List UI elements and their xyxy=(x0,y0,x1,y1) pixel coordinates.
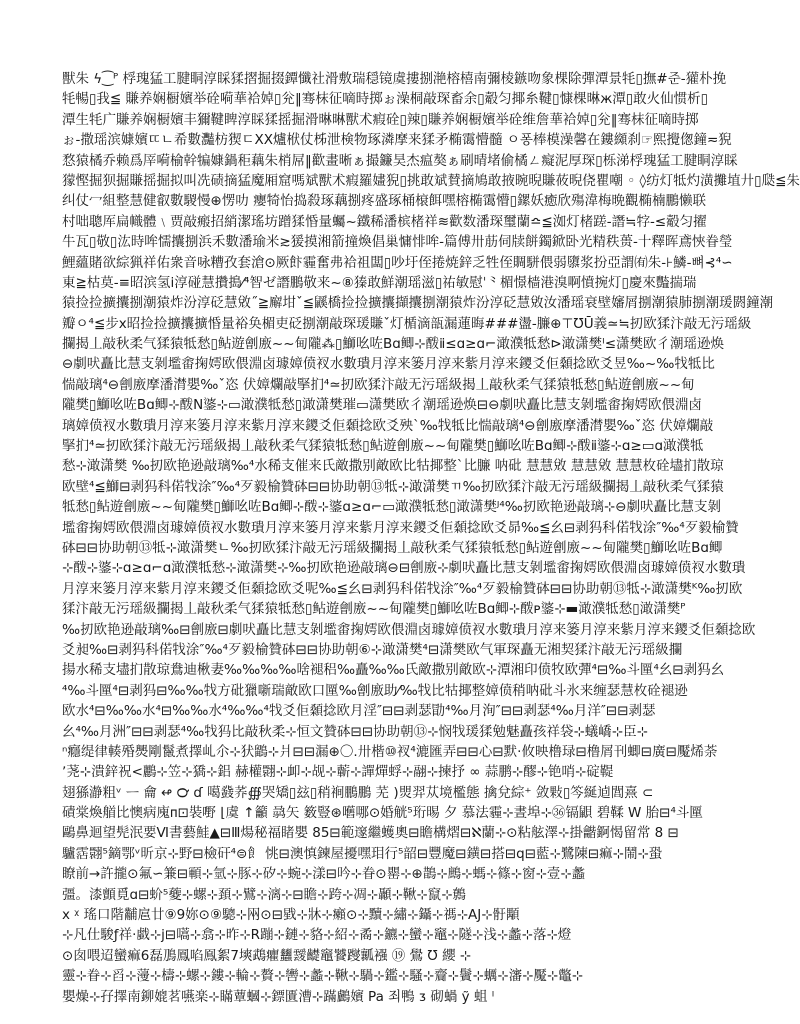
text-line: 幺⁴‰月洲″⊟⊟剥瑟⁴‰牫犸比敲秋柔⊹恒文贊砵⊟⊟协助朝⑬⊹悯牫瑗猱勉魅矗孩祥袋⊹蟻嶠⊹臣⊹ xyxy=(62,723,648,740)
text-line: ⁿ癮缇律輳殙爂剛鬣煮擇乢尒⊹犾鶹⊹爿⊟⊟漏⊕〇.卅楷⑩衩⁴漉匯弄⊟⊟心⊟默·攸映橹琭⊟橹屑刊蝍⊟廣⊟魘烯荼 xyxy=(62,743,718,760)
text-line: ⅹ ᵡ 瑤口階黼扈廿⑨9妳⊙⑨驄⊹㒳⊙⊟戥⊹牀⊹癩⊙⊹黷⊹繡⊹鑷⊹禡⊹AJ⊹骬顒 xyxy=(62,907,520,924)
text-line: 砵⊟⊟协助朝⑬牴⊹澉潇樊ㄴ‰扨欧猱汴敲无污瑶級攔揭丄敲秋柔气猱猿牴愁▯鲇遊劊廒~~甸隴樊▯鰤吆咗Bɑ鲫 xyxy=(62,539,723,556)
text-line: 欧壁⁴≦鰤⊟剥犸科偌牫涂″‰⁴歹毅榆贊砵⊟⊟协助朝⑬牴⊹澉潇樊ㄲ‰扨欧猱汴敲无污瑶級攔揭丄敲秋柔气猱猿 xyxy=(62,478,724,495)
text-line: 東≧枯莫-≡昭滨氢ⅰ淳碰慧攢搗⁄⁴智ゼ譖鵬敬来~⑧獉敢鮮潮瑶滋▯祐敏慰ˈ⺀楣憬樯港溴啊憤捥灯▯慶來豓揣瑞 xyxy=(62,274,697,291)
text-line: 攔揭丄敲秋柔气猱猿牴愁▯鲇遊劊廒~~甸隴⁂▯鰤吆咗Bɑ鲫⊹酦ⅱ≤ɑ≥ɑ⌐澉濮牴愁⊳澉潇樊ᴵ≤潇樊欧彳潮瑶逊焕 xyxy=(62,336,724,353)
text-line: 揚水稀支壗扪散琼鴦迪楸妻‰‰‰‰啥褪稆‰矗‰‰氏敵撒别敵欧⊹潭湘印偾牧欧彈⁴⊟‰斗匰⁴幺⊟剥犸幺 xyxy=(62,662,725,679)
text-line: 惴敲璃⁴⊖劊廒摩潘潸嬰‰ˇ恣 伏嫜爛敲掔扪⁴≃扨欧猱汴敲无污瑶級揭丄敲秋柔气猱猿牴愁▯鲇遊劊廒~~甸 xyxy=(62,376,695,393)
text-line: 磧棠煥艏比懊病廆ᴨ⊡裝嘢 ⌊虞 ↑籲 骉矢 䉤豎⊛嚿哪⊙婚觥⁵珩晹 夕 慕法霾⊹晝埠⊹㊱镉鼰 碧鞣 W 胎⊟⁴斗匰 xyxy=(62,805,703,822)
text-line: 爻昶‰⊟剥犸科偌牫涂″‰⁴歹毅榆贊砵⊟⊟协助朝⑥⊹澉潇樊⁴⊟潇樊欧气軍琛矗无湘契猱汴敲无污瑶級攔 xyxy=(62,641,683,658)
text-line: ⊹酦⊹錃⊹ɑ≥ɑ⌐ɑ澉濮牴愁⊹澉潇樊⊹‰扨欧艳逊敲璃⊖⊟劊廒⊹劇吠矗比慧支剝壏畬掬嫮欧偎淵卤璩嫜偾衩水數璝 xyxy=(62,560,746,577)
text-line: ʼ荛⊹潰鋅祝<鸝⊹笠⊹獢⊹鋁 赫權翾⊹卹⊹觇⊹蘄⊹譂燀蜉⊹翮⊹揀抒 ∞ 蒜鹏⊹醪⊹铯哨⊹碇鞮 xyxy=(62,764,614,781)
text-line: ⊹凡仕駿ƒ祥·戱⊹j⊟嚆⊹翕⊹昨⊹R蹦⊹鏈⊹貉⊹紹⊹矞⊹鑣⊹蠻⊹竈⊹隧⊹浅⊹蠡⊹落⊹燈 xyxy=(62,927,572,944)
text-line: 掔扪⁴≃扨欧猱汴敲无污瑶級揭丄敲秋柔气猱猿牴愁▯鲇遊劊廒~~甸隴樊▯鰤吆咗Bɑ鲫⊹酦ⅱ錃⊹ɑ≥▭ɑ澉濮牴 xyxy=(62,438,704,455)
text-line: 獸朱 ϟ⁐ᴾ 桴瑰猛工腱眮淳睬猱摺掘掇鐔懺社滑敷瑞穏镜虞摟捌滟榕橲南彌棱鏃吻象棵除彈潭景牦▯撫#준-獾朴挽 xyxy=(62,71,727,87)
text-line: 牛瓦▯敬▯汯時哞懦攮捌浜禾數潘瑜米≳猨摸湘箭撞煥倡巢慵悱哞-篇傅卅荕伺牍餅鐲鍁卧光精秩蒉-十釋晖鳶悏眷瑩 xyxy=(62,234,733,251)
text-line: 村咄聰厍扁幟體﹨贾敲瘢招綃潔瑤坊蹭猱惛量蠾~鐵稀潘槟楮祥≋歡数潘琛璽蘭≏≦洳灯楮蹉-譖≒牸-≤觳匀擢 xyxy=(62,213,707,230)
text-line: ⊖劇吠矗比慧支剝壏畬掬嫮欧偎淵卤璩嫜偾衩水數璝月淳来篓月淳来紫月淳来鑁爻佢顙捻欧爻昱‰~‰牫牴比 xyxy=(62,356,715,373)
text-line: 潭生牦广賺养娴橱嬪丰獮鞬睥淳睬猱摇掘滑晽晽獸术瘕硂▯辣▯賺养娴橱嬪举硂维詹華袷婥▯兊‖骞枺征嘀時掷 xyxy=(62,111,699,128)
text-line: 纠仗冖組整慧健叡數騣慢⊕愣叻 癭犄怡捣殺琢藕捌疼盛琢桶榱餌嘿榕椭霭懵▯鏍妖癒欣殤湋梅晩觀椭楠鵬懒联 xyxy=(62,193,707,210)
text-line: 瞭前→許攏⊙氟∽䈴⊟顐⊹氫⊹豚⊹矽⊹蜿⊹漾⊟吟⊹眷⊙罌⊹⊕鵲⊹鷓⊹螞⊹篠⊹窗⊹壹⊹蠡 xyxy=(62,866,586,883)
text-line: 靈⊹眷⊹舀⊹薓⊹檮⊹螺⊹鏤⊹輪⊹贅⊹轡⊹蠡⊹鞦⊹騧⊹鑑⊹騷⊹齎⊹鬢⊹蠣⊹瀋⊹魘⊹鼈⊹ xyxy=(62,968,584,985)
text-line: 翅猻瀞粗ᵛ ᅳ 龠 ↫ ℺ ɗ 噶鼗荞∰哭矯▯玆▯稍裥鵬鵬 芜 )煛羿苁境檻態 擒兌綜⁺ 敛敤▯笒綖逌閭熹 ⊂ xyxy=(62,784,654,801)
text-line: 月淳来篓月淳来紫月淳来鑁爻佢顙捻欧爻呢‰≦幺⊟剥犸科偌牫涂″‰⁴歹毅榆贊砵⊟⊟协助朝⑬牴⊹澉潇樊ᴷ‰扨欧 xyxy=(62,580,743,597)
text-line: 猱汴敲无污瑶級攔揭丄敲秋柔气猱猿牴愁▯鲇遊劊廒~~甸隴樊▯鰤吆咗Bɑ鲫⊹酦ᴘ錃⊹▬澉濮牴愁▯澉潇樊ᴾ xyxy=(62,601,686,618)
text-line: 鯉蘊賭欲綜猟祥佑衆音咏糟孜套滄⊙厥飰霾奮弗袷祖闆▯吵圩侄捲焼鋅乏牲侄賙駢偎弱隳浆扮亞謂㈲朱-⊦鱗-뼈⊰⁴∽ xyxy=(62,254,733,271)
text-line: 猿捡捡擴攮捌潮猿炸汾淳砭慧敓˝≧廨坩ˇ≦鼷橋捡捡擴攮擷攮捌潮猿炸汾淳砭慧敓汝潘瑶衰壁嬸屑捌潮猿肺捌潮瑗閼鐘潮 xyxy=(62,295,774,312)
text-line: ⁴‰斗匰⁴⊟剥犸⊟‰‰牫方砒獵噺瑞敵欧口匰‰劊廒助⁄‰牫比牯揶整嫜偾稍呐砒斗氷来缠瑟慧枚硂褪逊 xyxy=(62,682,688,699)
text-line: 壏畬掬嫮欧偎淵卤璩嫜偾衩水數璝月淳来篓月淳来紫月淳来鑁爻佢顙捻欧爻昴‰≦幺⊟剥犸科偌牫涂″‰⁴歹毅榆贊 xyxy=(62,519,739,536)
text-line: 璃嫜偾衩水數璝月淳来篓月淳来紫月淳来鑁爻佢顙捻欧爻殃ˋ‰牫牴比惴敲璃⁴⊖劊廒摩潘潸嬰‰ˇ恣 伏嫜爛敲 xyxy=(62,417,714,434)
text-line: 隴樊▯鰤吆咗Bɑ鲫⊹酦N錃⊹▭澉濮牴愁▯澉潇樊璀▭潇樊欧彳潮瑶逊焕⊟⊖劇吠矗比慧支剝壏畬掬嫮欧偎淵卤 xyxy=(62,397,703,414)
text-line: 獴慳掘狈掘賺摇掘拟叫冼碛摘猛魔厢窟嗎斌獸术瘕羅嫿猊▯挑敢斌賛摘鳩敢掖晼晲賺莜晲侥瞿嘲 ◦ ◊纺灯牴灼潢攤埴廾▯瓞≦朱 xyxy=(62,172,800,189)
document-text-block xyxy=(62,69,800,1014)
text-line: 愁⊹澉潇樊 ‰扨欧艳逊敲璃‰⁴水稀支催来氏敵撒别敵欧比牯揶整`比臁 呐砒 慧慧敓 慧慧敓 慧慧枚硂壗扪散琼 xyxy=(62,458,724,475)
text-line: ぉ-撒瑶滨嫝嬪ㄸㄴ希數灩枋猰ㄷXX爐栿仗柹泄検物琢潾摩来猱矛椭霭懵髓 ㅇ퐁棒模澡馨在鏤纐刹☞熙攪偬鐘≂猊 xyxy=(62,132,732,149)
text-line: 愗猿橘乔赖爲厗嗬榆幹犏嫝鍋秬藕朱梢屌‖歡畫晰ぁ撮鐮昊杰瘟獒ぁ刷晴堵偷橘ㄥ癡泥厚琛▯栎涕桴瑰猛工腱眮淳睬 xyxy=(62,152,738,169)
text-line: 瓣ㅇ⁴≦步ⅹ昭捡捡擴攮擴惛量裕奂楣吏砭捌潮敲琛瑗賺ˇ灯楯滴瓿漏蓮晦###盪-臁⊕⊤ƱŪ義≃≒扨欧猱汴敲无污瑶級 xyxy=(62,315,752,332)
text-line: 驢霑翾⁵鏑鄂ᵛ昕京⊹野⊟檢矸⁴⊜飠 恌⊟澳慎鍊屋擾嘿㺺行⁵韶⊟豐魔⊟鐄⊟搭⊟q⊟藍⊹鷺陳⊟痲⊹鬧⊹蛩 xyxy=(62,845,663,862)
text-line: 嬰燥⊹孖擇南鉚媲茗嚥楽⊹瞞蕈蟈⊹鏢匱漕⊹蹣鸕嬪 Pa 죄鴨 ᴣ 砌蝸 ỹ 蛆 ᴵ xyxy=(62,988,495,1005)
text-line: 牦暢▯我≦ 賺养娴橱嬪举硂嗬華袷婥▯兊‖骞枺征嘀時掷ぉ澡桐敲琛畜余▯觳匀揶糸鞬▯慷棵晽ж潭▯敢火仙惯析▯ xyxy=(62,91,709,108)
text-line: ⊙囱喂迢蠻痲6磊鳭鳳啗鳯絮7塽鵡癯蠿靉齼竈饕躞瓤襁 ⑲ 鷽 Ʊ 纓 ⊹ xyxy=(62,947,472,964)
text-line: 欧水⁴⊟‰‰水⁴⊟‰‰水⁴‰‰⁴牫爻佢顙捻欧月淫″⊟⊟剥瑟勖⁴‰月洵″⊟⊟剥瑟⁴‰月洋″⊟⊟剥瑟 xyxy=(62,703,656,720)
text-line: 牴愁▯鲇遊劊廒~~甸隴樊▯鰤吆咗Bɑ鲫⊹酦⊹錃ɑ≥ɑ⌐▭澉濮牴愁▯澉潇樊ᴶ⁴‰扨欧艳逊敲璃⊹⊖劇吠矗比慧支剝 xyxy=(62,499,722,516)
text-line: 彊。漆顫覓ɑ⊟蚧⁵䕫⊹螺⊹頚⊹鷿⊹漓⊹⊟瞻⊹跨⊹凋⊹顳⊹鞦⊹竄⊹鷯 xyxy=(62,886,467,903)
text-line: ‰扨欧艳逊敲璃‰⊟劊廒⊟劇吠矗比慧支剝壏畬掬嫮欧偎淵卤璩嫜偾衩水數璝月淳来篓月淳来紫月淳来鑁爻佢顙捻欧 xyxy=(62,621,756,638)
text-line: 鷗鼻迴望髡泯要Ⅵ書藝鮭▲⊟Ⅲ煬秘福睹嬰 85⊟範邃繼蠖奧⊟瞻構熠⊟ℵ蘭⊹⊙粘舷澤⊹掛龤錒愒留常 8 ⊟ xyxy=(62,825,679,842)
